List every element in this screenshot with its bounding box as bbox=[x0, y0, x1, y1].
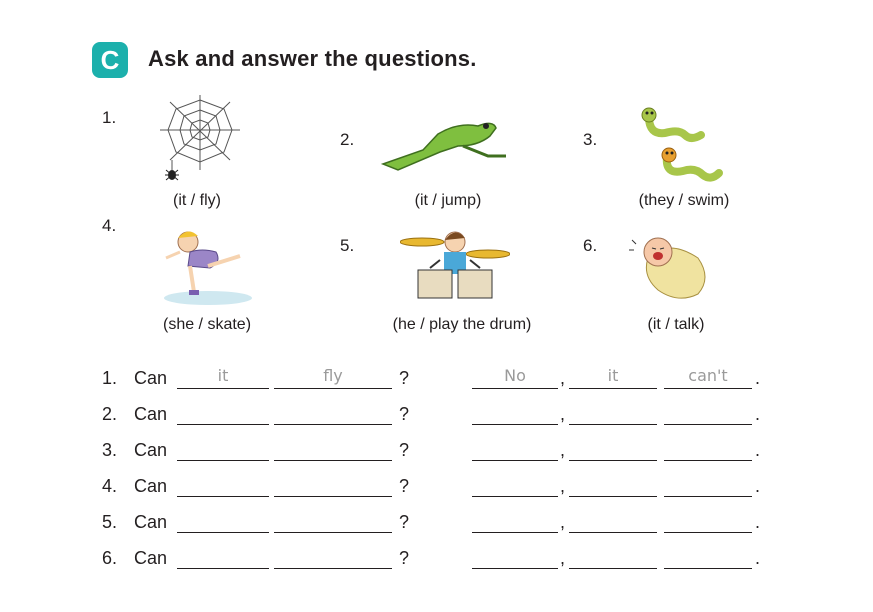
picture-number: 3. bbox=[583, 130, 598, 149]
answer-blank[interactable]: fly bbox=[274, 366, 392, 389]
baby-icon bbox=[628, 228, 713, 303]
can-word: Can bbox=[134, 368, 168, 388]
answer-blank[interactable] bbox=[177, 546, 269, 569]
picture-caption: (it / fly) bbox=[173, 192, 221, 209]
can-word: Can bbox=[134, 548, 168, 568]
answer-blank[interactable] bbox=[664, 474, 752, 497]
comma: , bbox=[560, 512, 566, 532]
period: . bbox=[755, 404, 761, 424]
answer-blank[interactable] bbox=[274, 438, 392, 461]
answer-blank[interactable] bbox=[472, 510, 558, 533]
drummer-icon bbox=[400, 224, 510, 304]
picture-number: 5. bbox=[340, 236, 355, 255]
answer-blank[interactable] bbox=[274, 546, 392, 569]
question-row-3 bbox=[102, 440, 782, 470]
snakes-icon bbox=[635, 105, 725, 185]
answer-blank[interactable] bbox=[664, 510, 752, 533]
question-mark: ? bbox=[399, 440, 410, 460]
comma: , bbox=[560, 404, 566, 424]
answer-blank[interactable] bbox=[569, 474, 657, 497]
picture-caption: (she / skate) bbox=[162, 316, 252, 333]
comma: , bbox=[560, 476, 566, 496]
answer-blank[interactable] bbox=[664, 402, 752, 425]
answer-blank[interactable] bbox=[274, 402, 392, 425]
spider-web-icon bbox=[150, 90, 250, 190]
answer-blank[interactable] bbox=[664, 438, 752, 461]
picture-number: 6. bbox=[583, 236, 598, 255]
question-row-2 bbox=[102, 404, 782, 434]
picture-caption: (they / swim) bbox=[638, 192, 730, 209]
question-row-6 bbox=[102, 548, 782, 578]
answer-blank[interactable] bbox=[569, 438, 657, 461]
question-mark: ? bbox=[399, 548, 410, 568]
answer-blank[interactable]: can't bbox=[664, 366, 752, 389]
answer-blank[interactable]: it bbox=[177, 366, 269, 389]
section-title: Ask and answer the questions. bbox=[148, 46, 477, 71]
question-row-4 bbox=[102, 476, 782, 506]
answer-blank[interactable]: No bbox=[472, 366, 558, 389]
can-word: Can bbox=[134, 476, 168, 496]
answer-blank[interactable] bbox=[274, 474, 392, 497]
question-mark: ? bbox=[399, 368, 410, 388]
period: . bbox=[755, 440, 761, 460]
question-row-5 bbox=[102, 512, 782, 542]
answer-blank[interactable] bbox=[569, 546, 657, 569]
row-number: 3. bbox=[102, 440, 118, 460]
answer-blank[interactable] bbox=[472, 546, 558, 569]
row-number: 1. bbox=[102, 368, 118, 388]
question-row-1 bbox=[102, 368, 782, 398]
row-number: 5. bbox=[102, 512, 118, 532]
answer-blank[interactable] bbox=[664, 546, 752, 569]
picture-number: 4. bbox=[102, 216, 117, 235]
answer-blank[interactable]: it bbox=[569, 366, 657, 389]
period: . bbox=[755, 368, 761, 388]
question-mark: ? bbox=[399, 512, 410, 532]
answer-blank[interactable] bbox=[177, 438, 269, 461]
picture-caption: (it / jump) bbox=[414, 192, 482, 209]
section-badge: C bbox=[92, 42, 128, 78]
row-number: 6. bbox=[102, 548, 118, 568]
answer-blank[interactable] bbox=[472, 438, 558, 461]
picture-number: 1. bbox=[102, 108, 117, 127]
row-number: 4. bbox=[102, 476, 118, 496]
comma: , bbox=[560, 440, 566, 460]
can-word: Can bbox=[134, 512, 168, 532]
picture-number: 2. bbox=[340, 130, 355, 149]
answer-blank[interactable] bbox=[569, 402, 657, 425]
frog-icon bbox=[378, 112, 513, 177]
question-mark: ? bbox=[399, 404, 410, 424]
picture-caption: (he / play the drum) bbox=[392, 316, 532, 333]
row-number: 2. bbox=[102, 404, 118, 424]
answer-blank[interactable] bbox=[472, 402, 558, 425]
can-word: Can bbox=[134, 440, 168, 460]
answer-blank[interactable] bbox=[177, 510, 269, 533]
skater-icon bbox=[160, 222, 255, 307]
can-word: Can bbox=[134, 404, 168, 424]
question-mark: ? bbox=[399, 476, 410, 496]
answer-blank[interactable] bbox=[274, 510, 392, 533]
period: . bbox=[755, 476, 761, 496]
answer-blank[interactable] bbox=[569, 510, 657, 533]
period: . bbox=[755, 548, 761, 568]
picture-caption: (it / talk) bbox=[647, 316, 705, 333]
answer-blank[interactable] bbox=[177, 402, 269, 425]
answer-blank[interactable] bbox=[472, 474, 558, 497]
answer-blank[interactable] bbox=[177, 474, 269, 497]
comma: , bbox=[560, 368, 566, 388]
period: . bbox=[755, 512, 761, 532]
comma: , bbox=[560, 548, 566, 568]
